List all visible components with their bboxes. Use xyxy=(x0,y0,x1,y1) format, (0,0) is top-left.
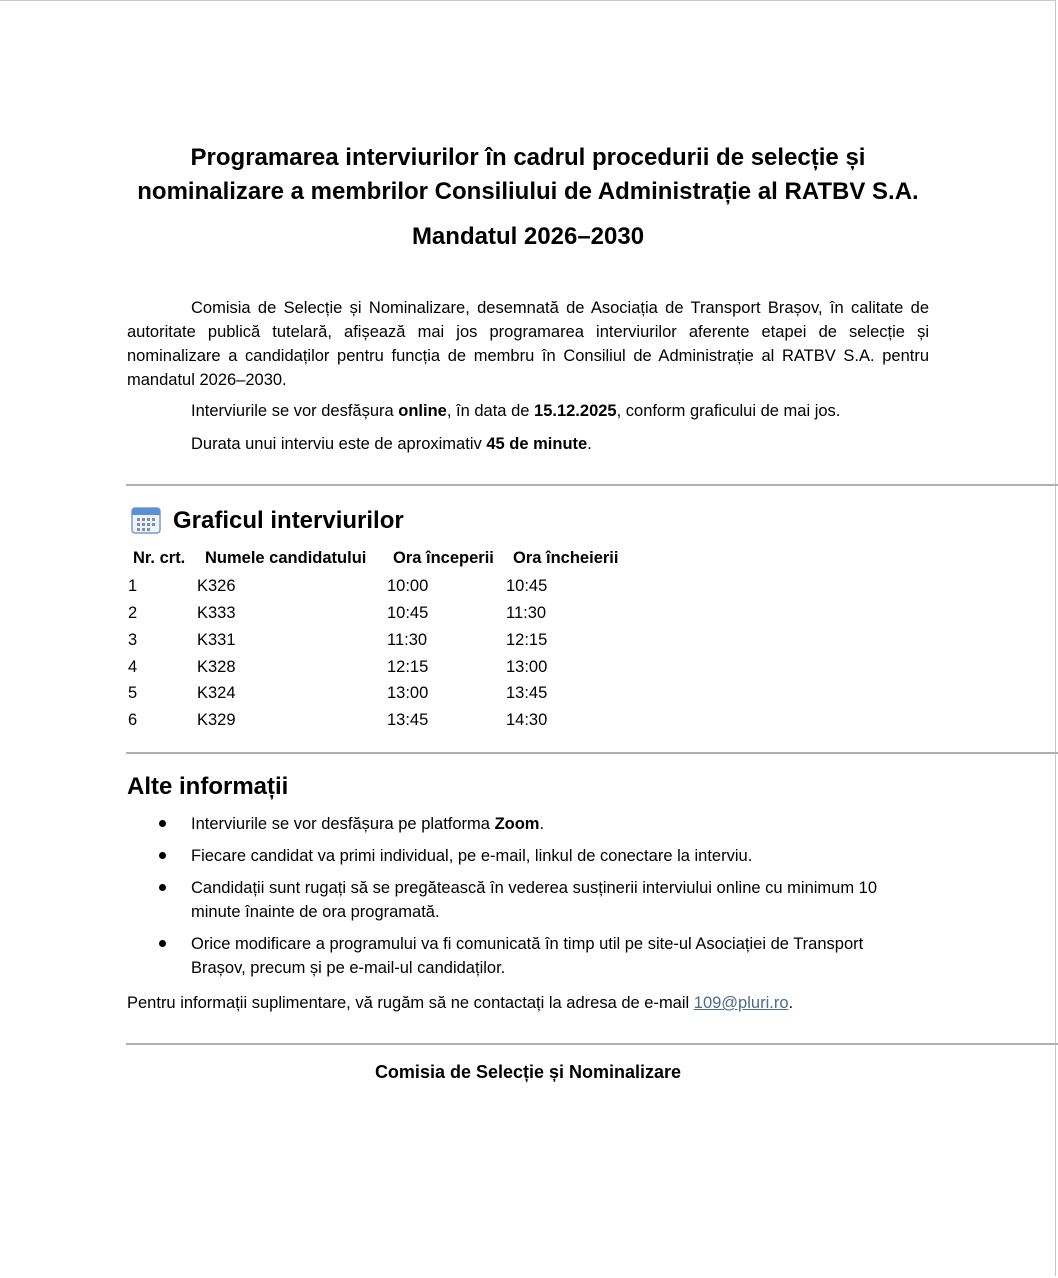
table-row xyxy=(127,655,727,682)
bullet-icon xyxy=(159,940,166,947)
cell-start: 10:00 xyxy=(387,577,429,595)
signature: Comisia de Selecție și Nominalizare xyxy=(374,1062,682,1082)
interview-date-line xyxy=(191,399,840,423)
cell-nr: 4 xyxy=(128,658,138,676)
cell-nr: 6 xyxy=(128,711,138,729)
bullet-icon xyxy=(159,820,166,827)
document-title xyxy=(100,141,956,209)
cell-start: 12:15 xyxy=(387,658,429,676)
title-line-1: Programarea interviurilor în cadrul procedurii de selecție și xyxy=(190,144,866,171)
column-header-candidate: Numele candidatului xyxy=(205,549,367,567)
cell-end: 12:15 xyxy=(506,631,548,649)
column-header-end: Ora încheierii xyxy=(513,549,619,567)
cell-candidate: K333 xyxy=(197,604,236,622)
other-info-heading: Alte informații xyxy=(127,773,289,800)
bold-text: Zoom xyxy=(494,815,540,833)
title-line-2: nominalizare a membrilor Consiliului de Administrație al RATBV S.A. xyxy=(137,178,919,205)
cell-start: 10:45 xyxy=(387,604,429,622)
table-row xyxy=(127,601,727,628)
cell-candidate: K324 xyxy=(197,684,236,702)
cell-end: 10:45 xyxy=(506,577,548,595)
cell-candidate: K329 xyxy=(197,711,236,729)
column-header-nr: Nr. crt. xyxy=(133,549,186,567)
divider xyxy=(126,1043,1058,1045)
table-row xyxy=(127,628,727,655)
cell-candidate: K331 xyxy=(197,631,236,649)
column-header-start: Ora începerii xyxy=(393,549,494,567)
cell-end: 13:00 xyxy=(506,658,548,676)
contact-line xyxy=(127,991,793,1015)
table-row xyxy=(127,708,727,735)
cell-nr: 2 xyxy=(128,604,138,622)
text: Candidații sunt rugați să se pregătească în vederea susținerii interviului online cu minimum 10 minute înainte de ora programată. xyxy=(191,879,878,921)
text: Durata unui interviu este de aproximativ xyxy=(191,435,487,453)
cell-nr: 1 xyxy=(128,577,138,595)
schedule-heading: Graficul interviurilor xyxy=(173,507,404,534)
cell-start: 13:00 xyxy=(387,684,429,702)
cell-start: 13:45 xyxy=(387,711,429,729)
text: . xyxy=(587,435,592,453)
text: Pentru informații suplimentare, vă rugăm să ne contactați la adresa de e-mail xyxy=(127,994,694,1012)
cell-end: 13:45 xyxy=(506,684,548,702)
cell-nr: 5 xyxy=(128,684,138,702)
bold-text: 45 de minute xyxy=(486,435,588,453)
table-row xyxy=(127,681,727,708)
calendar-icon xyxy=(131,506,161,534)
cell-nr: 3 xyxy=(128,631,138,649)
intro-paragraph: Comisia de Selecție și Nominalizare, desemnată de Asociația de Transport Brașov, în calitate de autoritate publică tutelară, afișează mai jos programarea interviurilor aferente etapei de selecție și nominalizare a candidaților pentru funcția de membru în Consiliul de Administrație al RATBV S.A. pentru mandatul 2026–2030. xyxy=(127,299,929,389)
list-item xyxy=(127,844,913,868)
text: Interviurile se vor desfășura xyxy=(191,402,399,420)
text: . xyxy=(539,815,545,833)
bold-text: 15.12.2025 xyxy=(534,402,617,420)
cell-candidate: K328 xyxy=(197,658,236,676)
text: Interviurile se vor desfășura pe platforma xyxy=(191,815,495,833)
divider xyxy=(126,484,1058,486)
title-line-3: Mandatul 2026–2030 xyxy=(411,223,645,250)
bold-text: online xyxy=(398,402,447,420)
list-item xyxy=(127,876,913,924)
interview-duration-line xyxy=(191,432,592,456)
text: Fiecare candidat va primi individual, pe e-mail, linkul de conectare la interviu. xyxy=(191,847,753,865)
other-info-list xyxy=(127,812,929,988)
divider xyxy=(126,752,1058,754)
table-row xyxy=(127,574,727,601)
text: . xyxy=(788,994,794,1012)
cell-end: 14:30 xyxy=(506,711,548,729)
text: , conform graficului de mai jos. xyxy=(616,402,841,420)
bullet-icon xyxy=(159,884,166,891)
list-item xyxy=(127,812,913,836)
email-link[interactable]: 109@pluri.ro xyxy=(693,994,789,1012)
list-item xyxy=(127,932,913,980)
cell-end: 11:30 xyxy=(506,604,547,622)
text: Orice modificare a programului va fi comunicată în timp util pe site-ul Asociației de Transport Brașov, precum și pe e-mail-ul candidaților. xyxy=(191,935,864,977)
cell-candidate: K326 xyxy=(197,577,236,595)
bullet-icon xyxy=(159,852,166,859)
cell-start: 11:30 xyxy=(387,631,428,649)
text: , în data de xyxy=(446,402,535,420)
